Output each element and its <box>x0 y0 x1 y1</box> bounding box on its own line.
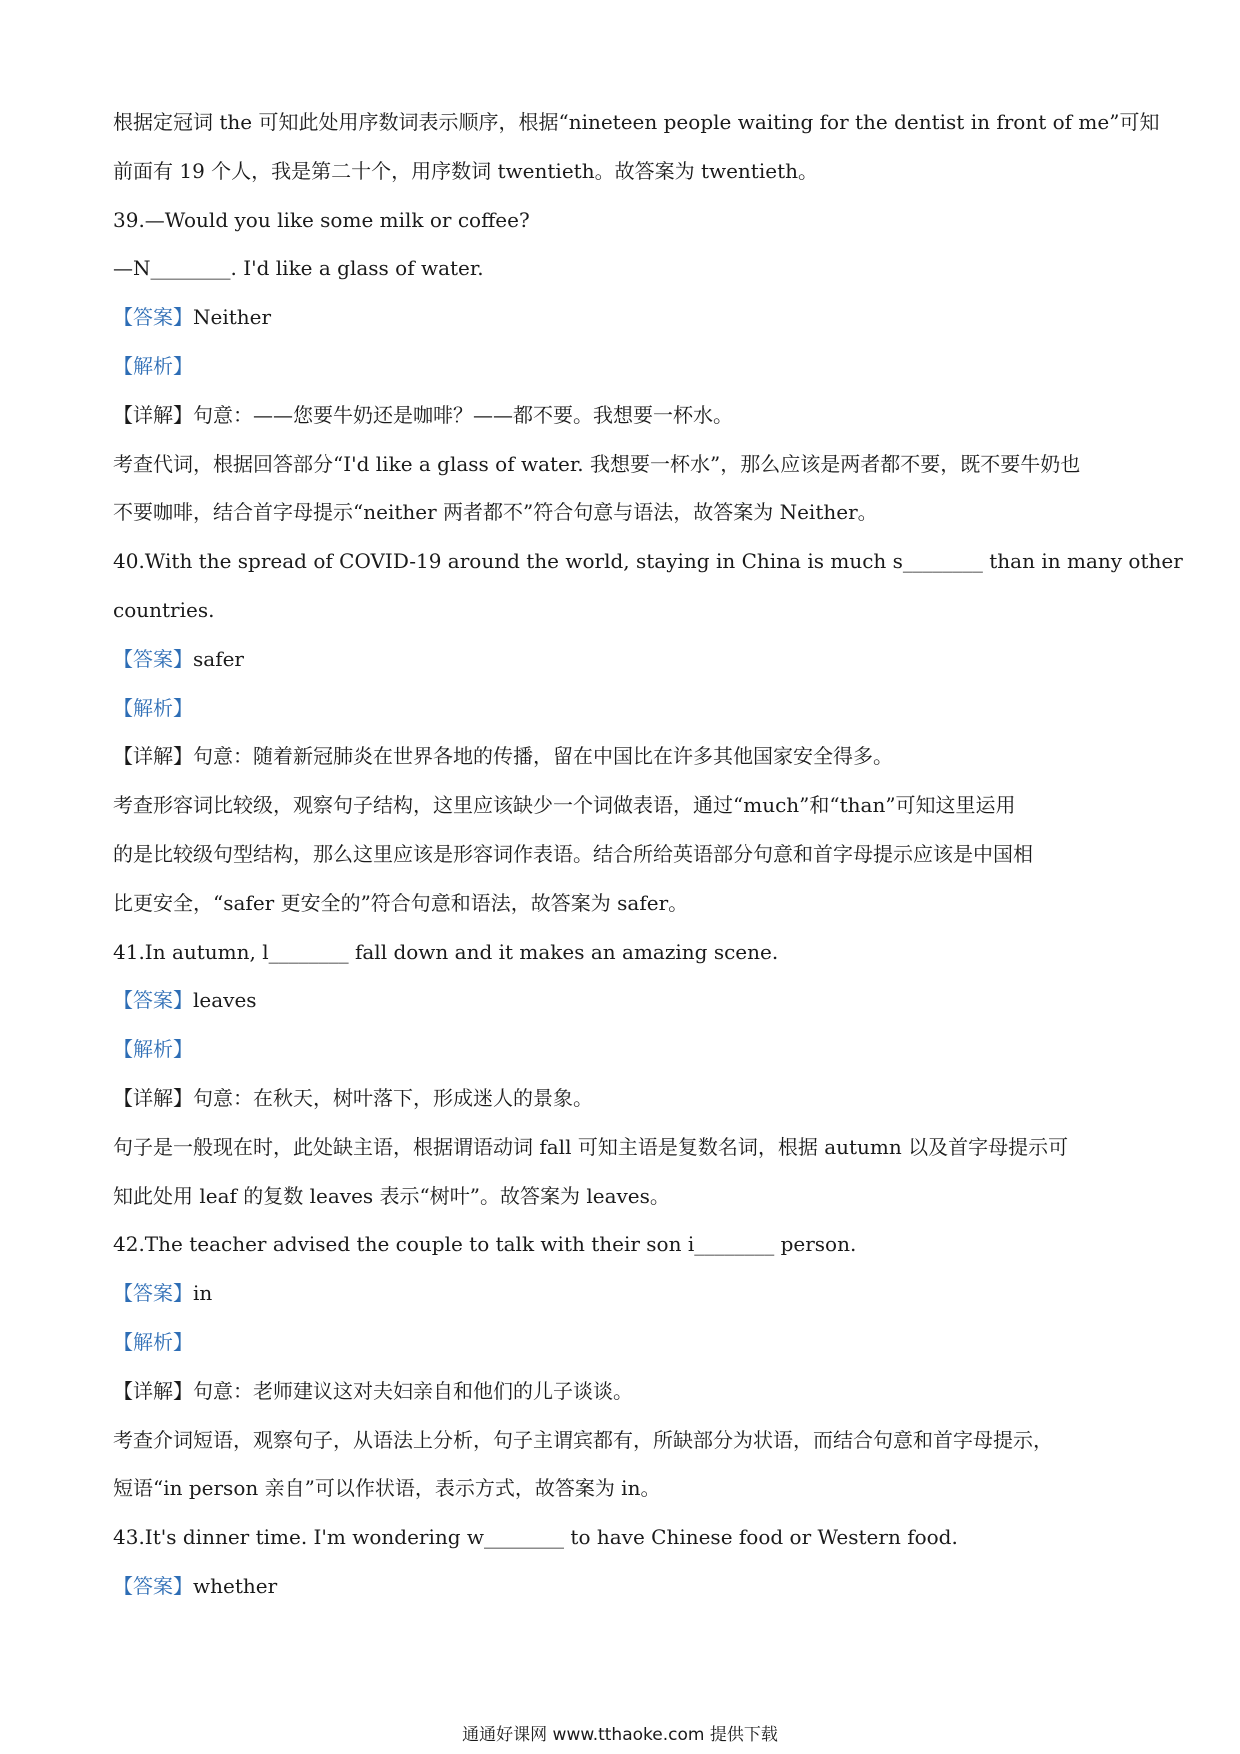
line-text: 41.In autumn, l________ fall down and it makes an amazing scene. <box>113 939 779 964</box>
text-line <box>113 1513 1133 1562</box>
line-text: 句意：在秋天，树叶落下，形成迷人的景象。 <box>193 1085 593 1110</box>
line-text: safer <box>193 646 244 671</box>
labeled-line <box>113 1025 1133 1074</box>
section-tag: 【答案】 <box>113 305 193 330</box>
text-line <box>113 830 1133 879</box>
line-text: 的是比较级句型结构，那么这里应该是形容词作表语。结合所给英语部分句意和首字母提示应该是中国相 <box>113 841 1033 866</box>
text-line <box>113 147 1133 196</box>
text-line <box>113 586 1133 635</box>
line-text: 考查介词短语，观察句子，从语法上分析，句子主谓宾都有，所缺部分为状语，而结合句意和首字母提示， <box>113 1427 1053 1452</box>
line-text: 42.The teacher advised the couple to talk with their son i________ person. <box>113 1232 857 1257</box>
line-text: in <box>193 1281 213 1306</box>
line-text: 句意：随着新冠肺炎在世界各地的传播，留在中国比在许多其他国家安全得多。 <box>193 744 893 769</box>
text-line <box>113 1220 1133 1269</box>
line-text: 前面有 19 个人，我是第二十个，用序数词 twentieth。故答案为 twentieth。 <box>113 158 818 183</box>
labeled-line <box>113 1269 1133 1318</box>
section-tag: 【解析】 <box>113 353 193 378</box>
line-text: leaves <box>193 988 257 1013</box>
line-text: 句意：——您要牛奶还是咖啡？——都不要。我想要一杯水。 <box>193 402 733 427</box>
line-text: 短语“in person 亲自”可以作状语，表示方式，故答案为 in。 <box>113 1476 661 1501</box>
labeled-line <box>113 1367 1133 1416</box>
line-text: 考查代词，根据回答部分“I'd like a glass of water. 我想要一杯水”，那么应该是两者都不要，既不要牛奶也 <box>113 451 1081 476</box>
section-tag: 【详解】 <box>113 744 193 769</box>
labeled-line <box>113 976 1133 1025</box>
labeled-line <box>113 684 1133 733</box>
text-line <box>113 781 1133 830</box>
section-tag: 【解析】 <box>113 1329 193 1354</box>
labeled-line <box>113 342 1133 391</box>
text-line <box>113 928 1133 977</box>
section-tag: 【答案】 <box>113 1281 193 1306</box>
text-line <box>113 1464 1133 1513</box>
line-text: 句意：老师建议这对夫妇亲自和他们的儿子谈谈。 <box>193 1378 633 1403</box>
section-tag: 【答案】 <box>113 646 193 671</box>
section-tag: 【答案】 <box>113 988 193 1013</box>
line-text: whether <box>193 1573 278 1598</box>
line-text: 39.—Would you like some milk or coffee? <box>113 207 530 232</box>
section-tag: 【解析】 <box>113 695 193 720</box>
text-line <box>113 1123 1133 1172</box>
text-line <box>113 98 1160 147</box>
labeled-line <box>113 1318 1133 1367</box>
line-text: 句子是一般现在时，此处缺主语，根据谓语动词 fall 可知主语是复数名词，根据 autumn 以及首字母提示可 <box>113 1134 1069 1159</box>
labeled-line <box>113 732 1133 781</box>
line-text: 比更安全，“safer 更安全的”符合句意和语法，故答案为 safer。 <box>113 890 689 915</box>
text-line <box>113 1172 1133 1221</box>
text-line <box>113 879 1133 928</box>
section-tag: 【详解】 <box>113 1085 193 1110</box>
section-tag: 【解析】 <box>113 1037 193 1062</box>
line-text: countries. <box>113 597 215 622</box>
labeled-line <box>113 391 1133 440</box>
text-line <box>113 488 1133 537</box>
section-tag: 【详解】 <box>113 402 193 427</box>
line-text: 知此处用 leaf 的复数 leaves 表示“树叶”。故答案为 leaves。 <box>113 1183 670 1208</box>
labeled-line <box>113 635 1133 684</box>
line-text: 40.With the spread of COVID-19 around the world, staying in China is much s________ than in many other <box>113 549 1183 574</box>
line-text: —N________. I'd like a glass of water. <box>113 256 484 281</box>
line-text: 43.It's dinner time. I'm wondering w________ to have Chinese food or Western food. <box>113 1525 958 1550</box>
text-line <box>113 1416 1133 1465</box>
text-line <box>113 440 1133 489</box>
text-line <box>113 244 1133 293</box>
labeled-line <box>113 293 1133 342</box>
line-text: 不要咖啡，结合首字母提示“neither 两者都不”符合句意与语法，故答案为 Neither。 <box>113 500 878 525</box>
labeled-line <box>113 1562 1133 1611</box>
line-text: 根据定冠词 the 可知此处用序数词表示顺序，根据“nineteen people waiting for the dentist in front of me”可知 <box>113 110 1160 134</box>
section-tag: 【答案】 <box>113 1573 193 1598</box>
labeled-line <box>113 1074 1133 1123</box>
footer-text: 通通好课网 www.tthaoke.com 提供下载 <box>462 1725 778 1745</box>
text-line <box>113 196 1133 245</box>
line-text: Neither <box>193 305 272 330</box>
line-text: 考查形容词比较级，观察句子结构，这里应该缺少一个词做表语，通过“much”和“than”可知这里运用 <box>113 793 1016 818</box>
document-page <box>113 98 1183 1611</box>
section-tag: 【详解】 <box>113 1378 193 1403</box>
text-line <box>113 537 1183 586</box>
